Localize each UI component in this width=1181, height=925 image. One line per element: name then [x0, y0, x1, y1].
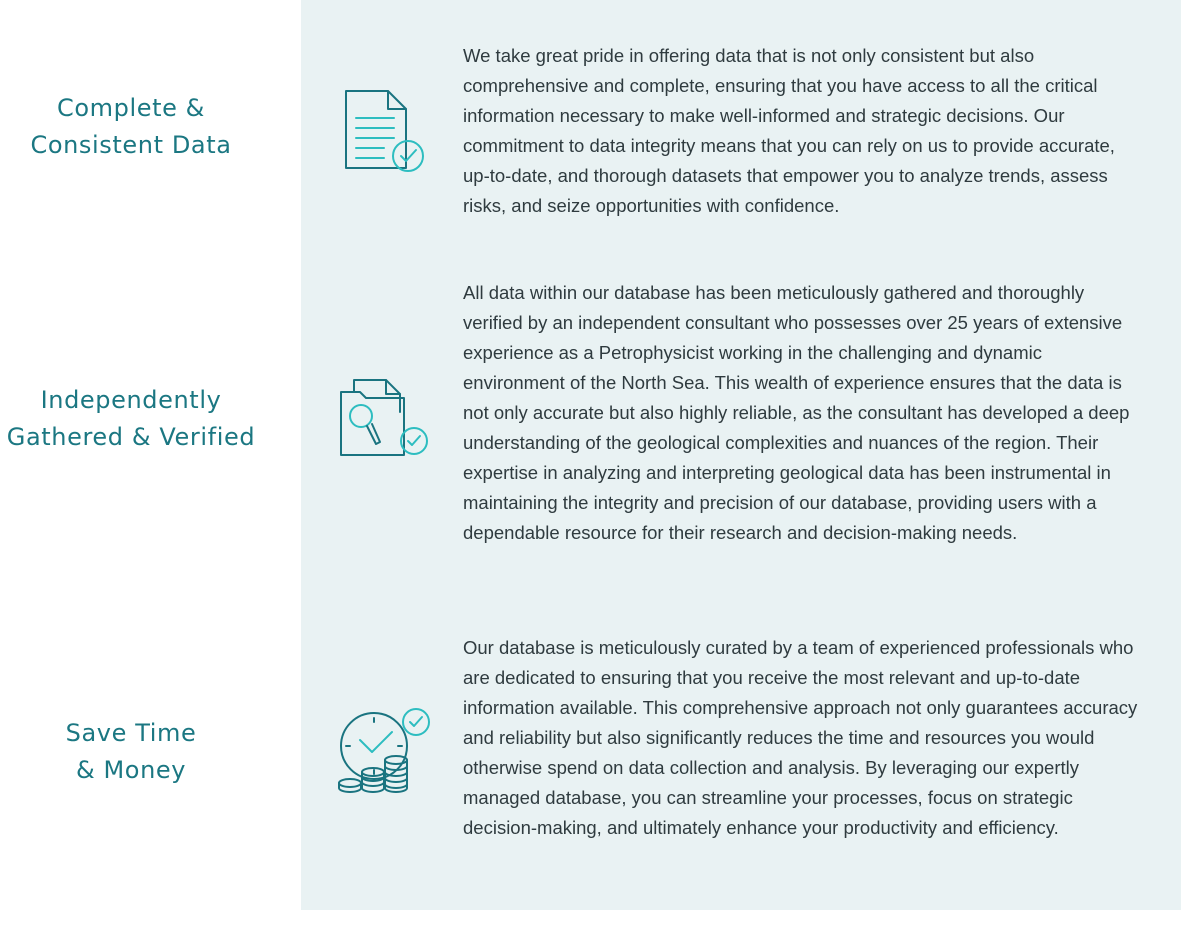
feature-description-complete-data: We take great pride in offering data that is not only consistent but also comprehensive and complete, ensuring that you have access to all the critical information necessary to make well-informed and strategic decisions. Our commitment to data integrity means that you can rely on us to provide accurate, up-to-date, and thorough datasets that empower you to analyze trends, assess risks, and seize opportunities with confidence. [463, 45, 1115, 216]
feature-title-save-time-money: Save Time & Money [65, 719, 197, 784]
feature-title-complete-data: Complete & Consistent Data [30, 94, 232, 159]
folder-search-check-icon [336, 376, 432, 465]
document-check-icon [340, 88, 430, 181]
clock-coins-check-icon [336, 706, 434, 803]
feature-title-independent-verification: Independently Gathered & Verified [6, 386, 256, 451]
feature-description-independent-verification: All data within our database has been meticulously gathered and thoroughly verified by an independent consultant who possesses over 25 years of extensive experience as a Petrophysicist working in the challenging and dynamic environment of the North Sea. This wealth of experience ensures that the data is not only accurate but also highly reliable, as the consultant has developed a deep understanding of the geological complexities and nuances of the region. Their expertise in analyzing and interpreting geological data has been instrumental in maintaining the integrity and precision of our database, providing users with a dependable resource for their research and decision-making needs. [463, 282, 1130, 543]
feature-description-save-time-money: Our database is meticulously curated by a team of experienced professionals who are dedicated to ensuring that you receive the most relevant and up-to-date information available. This comprehensive approach not only guarantees accuracy and reliability but also significantly reduces the time and resources you would otherwise spend on data collection and analysis. By leveraging our expertly managed database, you can streamline your processes, focus on strategic decision-making, and ultimately enhance your productivity and efficiency. [463, 637, 1138, 838]
